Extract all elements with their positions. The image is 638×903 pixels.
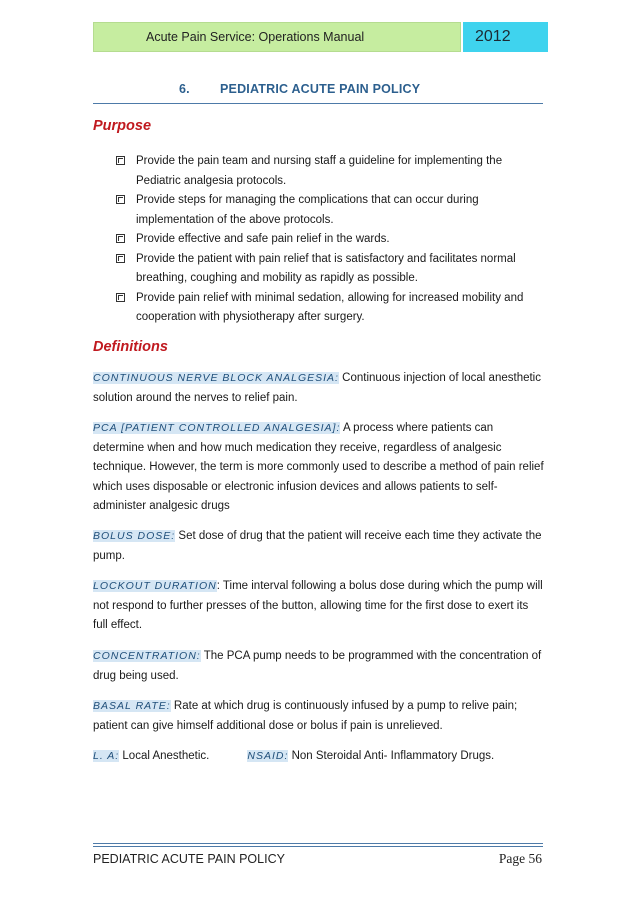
section-title-text: PEDIATRIC ACUTE PAIN POLICY bbox=[220, 82, 421, 96]
purpose-item bbox=[116, 250, 546, 289]
definition-item bbox=[93, 527, 545, 566]
checkbox-bullet-icon bbox=[116, 156, 125, 165]
purpose-item-text: Provide effective and safe pain relief in the wards. bbox=[136, 233, 390, 245]
definition-text: Set dose of drug that the patient will receive each time they activate the pump. bbox=[93, 530, 542, 562]
definition-item bbox=[93, 369, 545, 408]
abbrev-term-la: L. A: bbox=[93, 750, 120, 762]
purpose-item bbox=[116, 152, 546, 191]
checkbox-bullet-icon bbox=[116, 195, 125, 204]
checkbox-bullet-icon bbox=[116, 234, 125, 243]
purpose-heading: Purpose bbox=[93, 118, 152, 134]
definition-text: The PCA pump needs to be programmed with the concentration of drug being used. bbox=[93, 650, 542, 682]
page-number: Page 56 bbox=[498, 851, 542, 866]
section-number: 6. bbox=[179, 82, 190, 96]
footer-title: PEDIATRIC ACUTE PAIN POLICY bbox=[93, 852, 285, 866]
definition-text: Rate at which drug is continuously infused by a pump to relive pain; patient can give himself additional dose or bolus if pain is unrelieved. bbox=[93, 700, 518, 732]
purpose-item-text: Provide steps for managing the complications that can occur during implementation of the above protocols. bbox=[136, 194, 479, 226]
definition-term: PCA [PATIENT CONTROLLED ANALGESIA]: bbox=[93, 422, 341, 434]
definition-item bbox=[93, 647, 545, 686]
purpose-item-text: Provide pain relief with minimal sedation, allowing for increased mobility and cooperation with physiotherapy after surgery. bbox=[136, 291, 524, 323]
checkbox-bullet-icon bbox=[116, 293, 125, 302]
definition-term: CONCENTRATION: bbox=[93, 650, 201, 662]
abbrev-term-nsaid: NSAID: bbox=[247, 750, 289, 762]
checkbox-bullet-icon bbox=[116, 254, 125, 263]
purpose-item bbox=[116, 230, 546, 250]
purpose-item-text: Provide the pain team and nursing staff a guideline for implementing the Pediatric analgesia protocols. bbox=[136, 155, 503, 187]
definition-item bbox=[93, 419, 545, 517]
definition-term: BOLUS DOSE: bbox=[93, 530, 176, 542]
definition-text: Continuous injection of local anesthetic solution around the nerves to relief pain. bbox=[93, 372, 541, 404]
abbrev-text-nsaid: Non Steroidal Anti- Inflammatory Drugs. bbox=[288, 750, 495, 762]
section-rule bbox=[93, 103, 543, 104]
definitions-heading: Definitions bbox=[93, 339, 168, 355]
header-year: 2012 bbox=[463, 22, 548, 52]
definition-item bbox=[93, 577, 545, 636]
abbreviations-line bbox=[93, 747, 545, 767]
purpose-item-text: Provide the patient with pain relief that is satisfactory and facilitates normal breathing, coughing and mobility as rapidly as possible. bbox=[136, 252, 516, 284]
definition-text: : Time interval following a bolus dose during which the pump will not respond to further presses of the button, allowing time for the first dose to exert its full effect. bbox=[93, 580, 543, 631]
definition-term: CONTINUOUS NERVE BLOCK ANALGESIA: bbox=[93, 372, 339, 384]
definition-term: BASAL RATE: bbox=[93, 700, 171, 712]
definition-text: A process where patients can determine when and how much medication they receive, regardless of analgesic technique. However, the term is more commonly used to describe a method of pain relief which uses disposable or electronic infusion devices and allows patients to self-administer analgesic drugs bbox=[93, 422, 544, 512]
purpose-item bbox=[116, 289, 546, 328]
purpose-item bbox=[116, 191, 546, 230]
abbrev-text-la: Local Anesthetic. bbox=[119, 750, 210, 762]
purpose-list bbox=[116, 152, 546, 328]
definition-term: LOCKOUT DURATION bbox=[93, 580, 217, 592]
definition-item bbox=[93, 697, 545, 736]
header-manual-title: Acute Pain Service: Operations Manual bbox=[93, 22, 461, 52]
footer-rule bbox=[93, 843, 543, 847]
